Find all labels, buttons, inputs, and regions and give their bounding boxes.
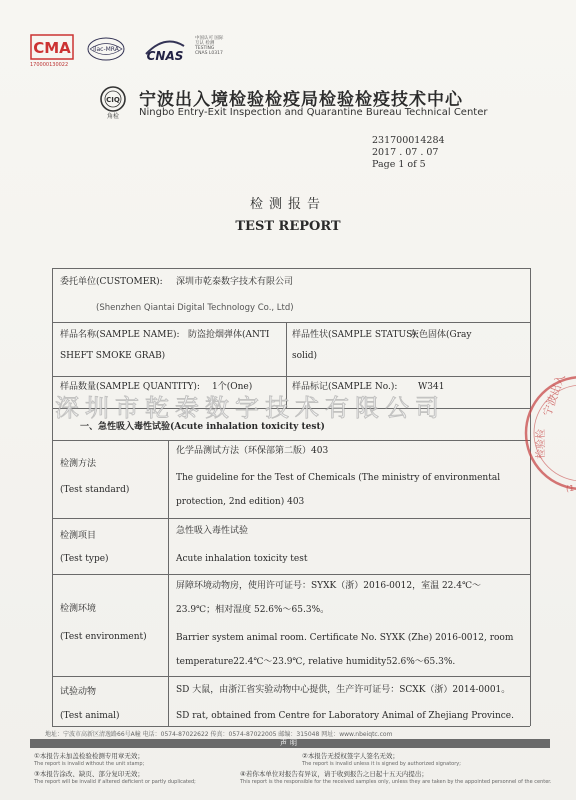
footer-address: 地址：宁波市高新区清逸路66号A幢 电话：0574-87022622 传真：0574-87022005 邮编：315048 网址：www.nbeiqtc.com bbox=[45, 731, 393, 738]
declaration-item-4: ④若你本单位对报告有异议，请于收到报告之日起十五天内提出； This report is the responsible for the received samples only, unless they are taken by the appointed personnel of the center. bbox=[240, 770, 552, 785]
animal-line-2: SD rat, obtained from Centre for Laboratory Animal of Zhejiang Province. bbox=[176, 711, 514, 721]
ciq-seal-icon bbox=[95, 84, 131, 120]
sample-status-value-1: 灰色固体(Gray bbox=[410, 330, 472, 340]
environment-line-2: 23.9℃；相对湿度 52.6%～65.3%。 bbox=[176, 605, 330, 615]
animal-label-en: (Test animal) bbox=[60, 711, 120, 721]
declaration-item-1: ①本报告未加盖检验检测专用章无效； The report is invalid without the unit stamp; bbox=[34, 752, 145, 767]
svg-text:ilac-MRA: ilac-MRA bbox=[93, 46, 119, 53]
ilac-mra-logo-icon bbox=[86, 36, 126, 62]
type-line-1: 急性吸入毒性试验 bbox=[176, 526, 249, 536]
institution-name-en: Ningbo Entry-Exit Inspection and Quarantine Bureau Technical Center bbox=[139, 107, 488, 118]
sample-name-value-2: SHEFT SMOKE GRAB) bbox=[60, 351, 166, 361]
sample-name-label: 样品名称(SAMPLE NAME): bbox=[60, 330, 180, 340]
standard-line-1: 化学品测试方法（环保部第二版）403 bbox=[176, 446, 329, 456]
type-line-2: Acute inhalation toxicity test bbox=[176, 554, 308, 564]
sample-quantity-label: 样品数量(SAMPLE QUANTITY): bbox=[60, 382, 200, 392]
customer-name-en: (Shenzhen Qiantai Digital Technology Co., Ltd) bbox=[96, 303, 294, 313]
svg-text:(1: (1 bbox=[566, 484, 575, 493]
accreditation-logos bbox=[30, 34, 290, 72]
svg-text:CMA: CMA bbox=[33, 39, 71, 57]
sample-status-value-2: solid) bbox=[292, 351, 318, 361]
standard-line-3: protection, 2nd edition) 403 bbox=[176, 497, 305, 507]
svg-text:CNAS: CNAS bbox=[146, 49, 184, 63]
sample-mark-label: 样品标记(SAMPLE No.): bbox=[292, 382, 398, 392]
cma-number: 170000130022 bbox=[30, 62, 69, 68]
inspection-stamp-icon bbox=[520, 355, 576, 505]
report-number: 231700014284 bbox=[372, 135, 445, 146]
standard-line-2: The guideline for the Test of Chemicals (The ministry of environmental bbox=[176, 473, 501, 483]
company-watermark: 深圳市乾泰数字技术有限公司 bbox=[55, 394, 445, 422]
sample-quantity-value: 1个(One) bbox=[212, 382, 253, 392]
environment-label-cn: 检测环境 bbox=[60, 604, 97, 614]
seal-caption: 角检 bbox=[106, 113, 120, 120]
report-date: 2017 . 07 . 07 bbox=[372, 147, 439, 158]
cnas-subtext: 中国认可 国际互认 检测 TESTING CNAS L0317 bbox=[195, 36, 224, 56]
sample-mark-value: W341 bbox=[418, 382, 445, 392]
report-title-en: TEST REPORT bbox=[235, 219, 341, 234]
environment-label-en: (Test environment) bbox=[60, 632, 147, 642]
sample-name-value-1: 防盗抢烟弹体(ANTI bbox=[188, 330, 270, 340]
type-label-en: (Test type) bbox=[60, 554, 109, 564]
cma-logo-icon bbox=[30, 34, 74, 64]
declaration-title: 声明 bbox=[30, 739, 550, 748]
page-indicator: Page 1 of 5 bbox=[372, 159, 426, 170]
environment-line-1: 屏障环境动物房，使用许可证号：SYXK（浙）2016-0012，室温 22.4℃～ bbox=[176, 581, 482, 591]
declaration-item-3: ③本报告涂改、缺页、部分复印无效； The report will be invalid if altered deficient or partly duplicated; bbox=[34, 770, 196, 785]
environment-line-4: temperature22.4℃～23.9℃, relative humidity52.6%～65.3%. bbox=[176, 657, 456, 667]
environment-line-3: Barrier system animal room. Certificate No. SYXK (Zhe) 2016-0012, room bbox=[176, 633, 514, 643]
customer-label: 委托单位(CUSTOMER): bbox=[60, 277, 163, 287]
standard-label-cn: 检测方法 bbox=[60, 459, 97, 469]
report-meta bbox=[372, 135, 445, 171]
institution-name-cn: 宁波出入境检验检疫局检验检疫技术中心 bbox=[139, 90, 463, 110]
standard-label-en: (Test standard) bbox=[60, 485, 130, 495]
customer-name-cn: 深圳市乾泰数字技术有限公司 bbox=[176, 277, 294, 287]
report-title-cn: 检测报告 bbox=[249, 197, 326, 212]
animal-label-cn: 试验动物 bbox=[60, 687, 97, 697]
animal-line-1: SD 大鼠，由浙江省实验动物中心提供，生产许可证号：SCXK（浙）2014-0001。 bbox=[176, 685, 511, 695]
sample-status-label: 样品性状(SAMPLE STATUS): bbox=[292, 330, 419, 340]
declaration-item-2: ②本报告无授权签字人签名无效； The report is invalid unless it is signed by authorized signatory; bbox=[302, 752, 461, 767]
section-title: 一、急性吸入毒性试验(Acute inhalation toxicity test) bbox=[80, 422, 325, 432]
type-label-cn: 检测项目 bbox=[60, 531, 97, 541]
svg-text:检验检: 检验检 bbox=[536, 429, 547, 459]
cnas-logo-icon bbox=[140, 34, 190, 64]
svg-text:宁波出入: 宁波出入 bbox=[540, 372, 568, 419]
svg-text:CIQ: CIQ bbox=[106, 96, 120, 104]
institution-header bbox=[95, 84, 495, 124]
